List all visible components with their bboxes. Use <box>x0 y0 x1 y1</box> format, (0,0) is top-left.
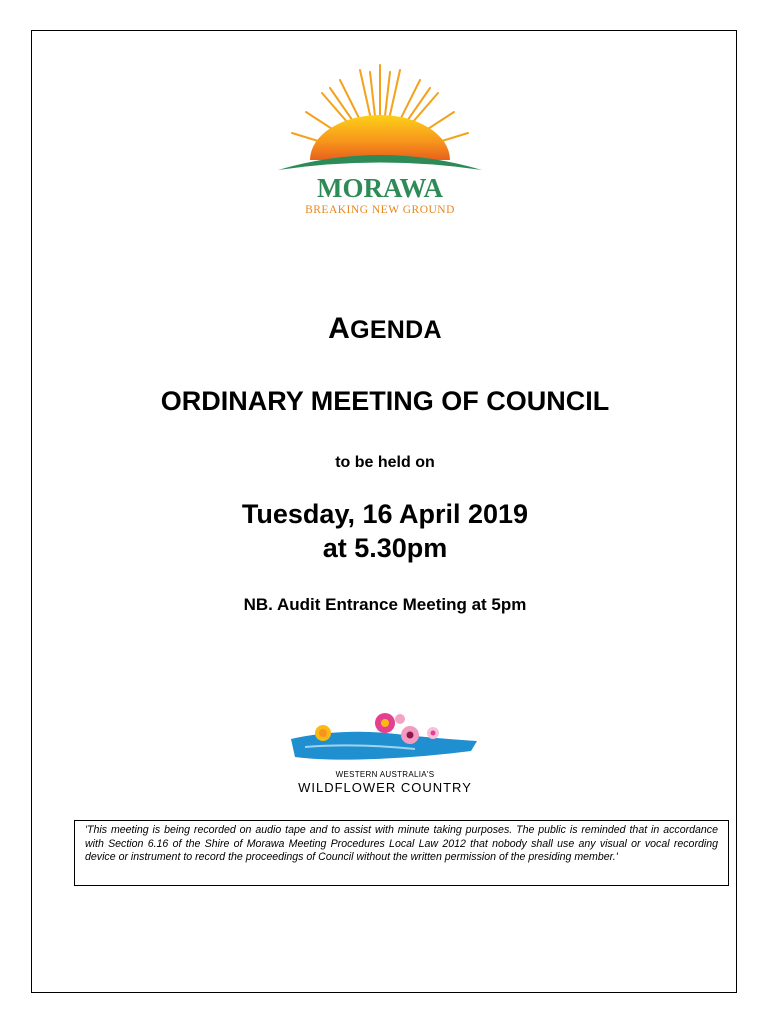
recording-notice-text: 'This meeting is being recorded on audio tape and to assist with minute taking purposes. The public is reminded that in accordance with Section 6.16 of the Shire of Morawa Meeting Procedures Local Law 2012 that nobody shall use any visual or vocal recording device or instrument to record the proceedings of Council without the written permission of the presiding member.' <box>85 824 718 863</box>
meeting-date <box>0 497 770 565</box>
sun-rays-icon <box>270 60 490 220</box>
meeting-title: ORDINARY MEETING OF COUNCIL <box>160 386 610 416</box>
agenda-rest: GENDA <box>350 316 442 344</box>
audit-note: NB. Audit Entrance Meeting at 5pm <box>243 595 527 614</box>
held-on-text: to be held on <box>335 454 435 471</box>
morawa-wordmark: MORAWA <box>317 173 443 203</box>
meeting-date-time: at 5.30pm <box>322 533 448 563</box>
wildflower-country-logo <box>285 705 485 800</box>
agenda-initial: A <box>328 312 351 345</box>
morawa-tagline: BREAKING NEW GROUND <box>305 204 455 216</box>
wildflower-icon <box>285 705 485 800</box>
morawa-logo <box>270 60 490 220</box>
wildflower-line1: WESTERN AUSTRALIA'S <box>335 770 435 779</box>
meeting-date-day: Tuesday, 16 April 2019 <box>241 499 529 529</box>
wildflower-line2: WILDFLOWER COUNTRY <box>298 780 472 795</box>
recording-notice <box>74 820 729 886</box>
agenda-title <box>0 312 770 346</box>
